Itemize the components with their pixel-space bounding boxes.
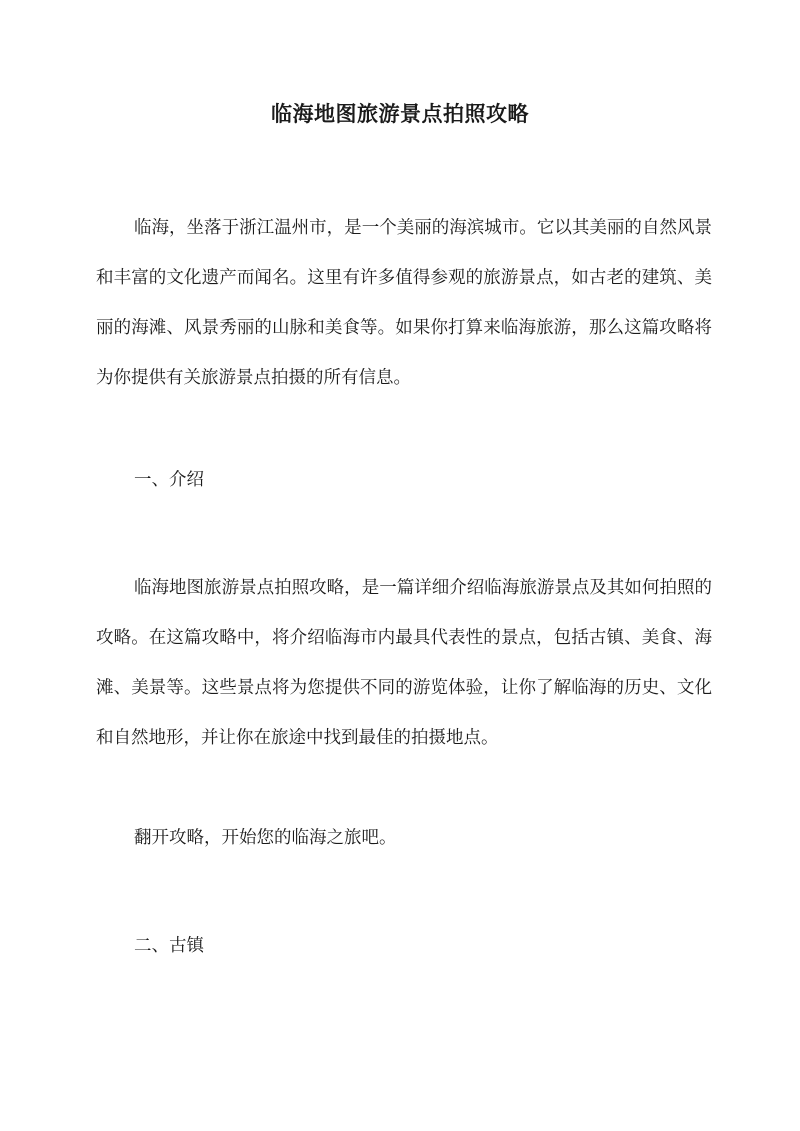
introduction-paragraph: 临海地图旅游景点拍照攻略，是一篇详细介绍临海旅游景点及其如何拍照的攻略。在这篇攻略中，将介绍临海市内最具代表性的景点，包括古镇、美食、海滩、美景等。这些景点将为您提供不同的游览体验，让你了解临海的历史、文化和自然地形，并让你在旅途中找到最佳的拍摄地点。 xyxy=(96,578,712,748)
page-title: 临海地图旅游景点拍照攻略 xyxy=(271,101,529,126)
section-heading-introduction: 一、介绍 xyxy=(134,470,204,490)
section-heading-ancient-town: 二、古镇 xyxy=(134,936,204,956)
introduction-closing-paragraph: 翻开攻略，开始您的临海之旅吧。 xyxy=(134,828,397,848)
intro-paragraph: 临海，坐落于浙江温州市，是一个美丽的海滨城市。它以其美丽的自然风景和丰富的文化遗产而闻名。这里有许多值得参观的旅游景点，如古老的建筑、美丽的海滩、风景秀丽的山脉和美食等。如果你打算来临海旅游，那么这篇攻略将为你提供有关旅游景点拍摄的所有信息。 xyxy=(96,218,712,388)
